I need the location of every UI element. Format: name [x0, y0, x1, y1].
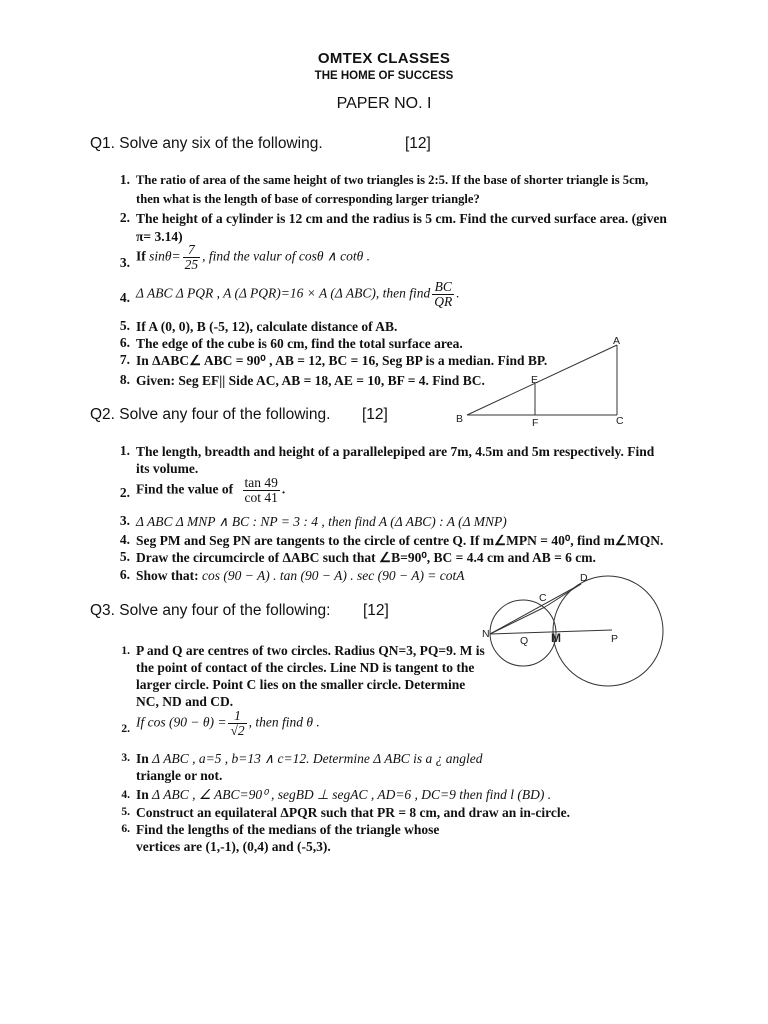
q2-heading [90, 406, 388, 424]
fig2-label-q: Q [520, 635, 529, 647]
fraction: $\frac{BC}{QR}$ [434, 279, 453, 309]
fig2-label-m: M [551, 631, 561, 645]
fraction: $\frac{7}{25}$ [184, 242, 199, 272]
triangle-figure [455, 330, 640, 430]
q1-marks: [12] [405, 135, 431, 152]
fig2-label-d: D [580, 572, 588, 584]
fig2-label-n: N [482, 628, 490, 640]
fig1-label-f: F [532, 417, 539, 429]
fig2-label-p: P [611, 633, 619, 645]
q3-title: Q3. Solve any four of the following: [90, 602, 331, 619]
q3-marks: [12] [363, 602, 389, 619]
paper-number: PAPER NO. I [336, 95, 432, 112]
fig1-label-e: E [531, 374, 539, 386]
fraction: $\frac{\tan 49}{\cot 41}$ [244, 475, 278, 505]
fig1-label-b: B [456, 413, 464, 425]
fig1-label-c: C [616, 415, 624, 427]
q1-heading [90, 135, 431, 153]
q2-title: Q2. Solve any four of the following. [90, 406, 331, 423]
tagline: THE HOME OF SUCCESS [314, 70, 454, 82]
fig1-label-a: A [613, 335, 621, 347]
fig2-label-c: C [539, 592, 547, 604]
organization-name: OMTEX CLASSES [317, 50, 451, 67]
fraction: $\frac{1}{√2}$ [230, 708, 245, 738]
q1-title: Q1. Solve any six of the following. [90, 135, 323, 152]
q2-marks: [12] [362, 406, 388, 423]
circles-figure [480, 570, 680, 720]
q3-heading [90, 602, 389, 620]
